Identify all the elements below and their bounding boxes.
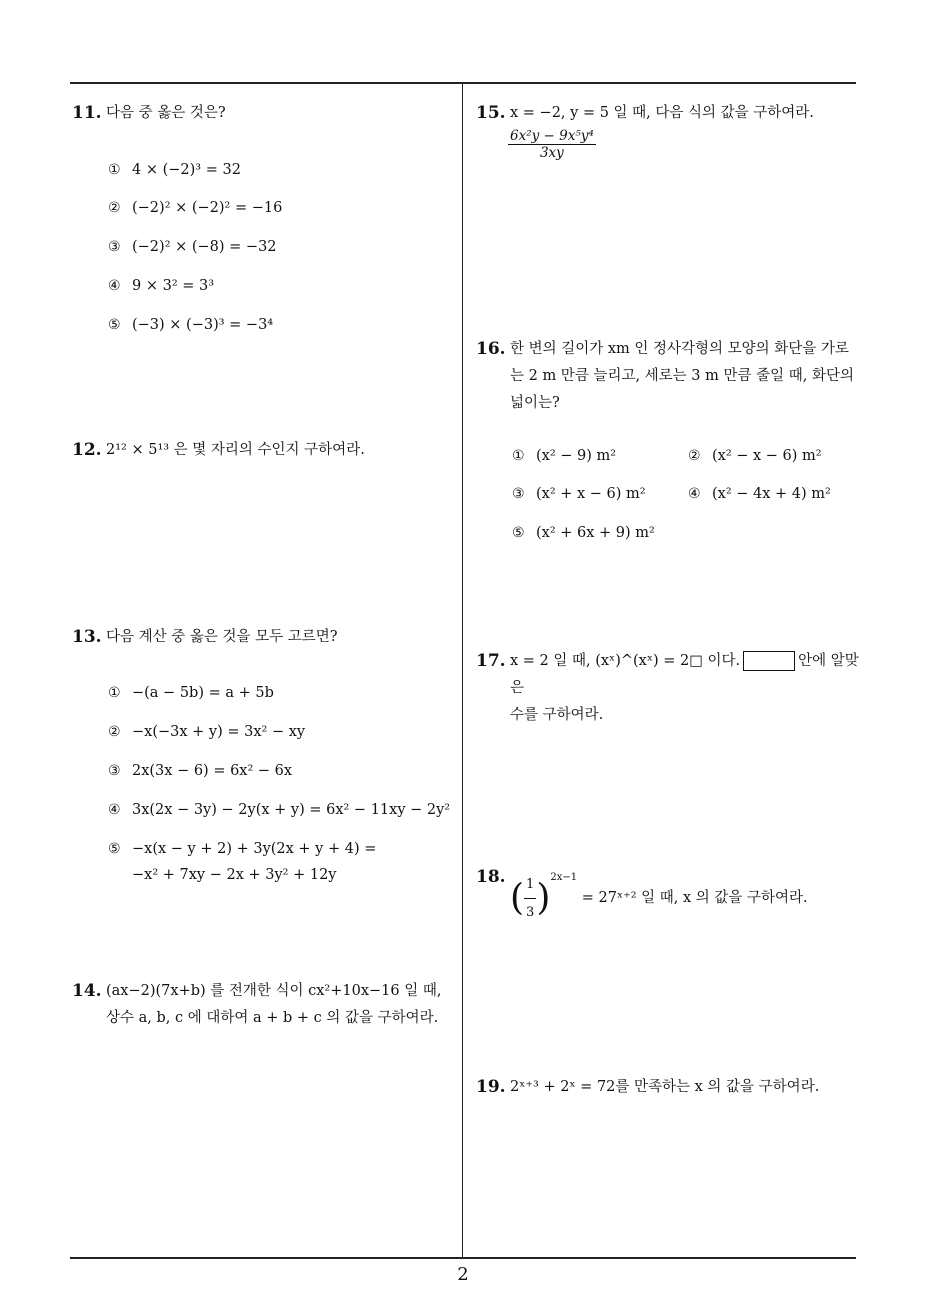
question-text-line1: x = 2 일 때, (xˣ)^(xˣ) = 2□ 이다. 안에 알맞은 — [510, 653, 859, 696]
option-16-1[interactable]: ① (x² − 9) m² — [512, 448, 617, 464]
option-13-5-continued: −x² + 7xy − 2x + 3y² + 12y — [132, 867, 337, 883]
question-text: 다음 계산 중 옳은 것을 모두 고르면? — [106, 629, 338, 645]
page-number: 2 — [457, 1264, 469, 1285]
question-text-line2: 수를 구하여라. — [510, 707, 604, 723]
question-13 — [72, 624, 457, 651]
option-13-1[interactable]: ① −(a − 5b) = a + 5b — [108, 685, 274, 701]
question-number: 19. — [476, 1077, 506, 1097]
question-number: 14. — [72, 981, 102, 1001]
question-text-line1: (ax−2)(7x+b) 를 전개한 식이 cx²+10x−16 일 때, — [106, 983, 442, 999]
question-text-line3: 넓이는? — [510, 395, 560, 411]
fraction-denominator: 3 — [526, 904, 535, 920]
question-number: 18. — [476, 867, 506, 887]
question-text-line1: 한 변의 길이가 xm 인 정사각형의 모양의 화단을 가로 — [510, 341, 849, 357]
question-text-line2: 는 2 m 만큼 늘리고, 세로는 3 m 만큼 줄일 때, 화단의 — [510, 368, 854, 384]
option-16-3[interactable]: ③ (x² + x − 6) m² — [512, 486, 646, 502]
option-11-4[interactable]: ④ 9 × 3² = 3³ — [108, 278, 215, 294]
option-11-5[interactable]: ⑤ (−3) × (−3)³ = −3⁴ — [108, 317, 274, 333]
question-number: 11. — [72, 103, 102, 123]
question-text: 2ˣ⁺³ + 2ˣ = 72를 만족하는 x 의 값을 구하여라. — [510, 1079, 820, 1095]
option-13-3[interactable]: ③ 2x(3x − 6) = 6x² − 6x — [108, 763, 293, 779]
option-16-2[interactable]: ② (x² − x − 6) m² — [688, 448, 822, 464]
option-16-5[interactable]: ⑤ (x² + 6x + 9) m² — [512, 525, 655, 541]
fraction-numerator: 1 — [524, 871, 536, 899]
exponent: 2x−1 — [550, 872, 578, 883]
option-16-4[interactable]: ④ (x² − 4x + 4) m² — [688, 486, 831, 502]
question-17 — [476, 648, 866, 729]
question-18 — [476, 864, 866, 926]
option-13-4[interactable]: ④ 3x(2x − 3y) − 2y(x + y) = 6x² − 11xy − 2y² — [108, 802, 451, 818]
fraction-denominator: 3xy — [539, 145, 564, 161]
fraction-numerator: 6x²y − 9x⁵y⁴ — [510, 128, 594, 144]
option-11-3[interactable]: ③ (−2)² × (−8) = −32 — [108, 239, 277, 255]
column-divider — [462, 82, 463, 1258]
question-text: 다음 중 옳은 것은? — [106, 105, 226, 121]
option-13-5[interactable]: ⑤ −x(x − y + 2) + 3y(2x + y + 4) = — [108, 841, 377, 857]
expression-fraction — [508, 128, 596, 161]
question-12 — [72, 437, 457, 464]
option-11-1[interactable]: ① 4 × (−2)³ = 32 — [108, 162, 241, 178]
option-13-2[interactable]: ② −x(−3x + y) = 3x² − xy — [108, 724, 306, 740]
question-15 — [476, 100, 861, 127]
question-text: 2¹² × 5¹³ 은 몇 자리의 수인지 구하여라. — [106, 442, 365, 458]
bottom-rule — [70, 1257, 856, 1259]
question-number: 12. — [72, 440, 102, 460]
answer-blank-box — [743, 651, 795, 671]
question-expression: ( $\frac{1}{3}$ )$^{2x-1}$ = 27ˣ⁺² 일 때, x 의 값을 구하여라. — [510, 864, 866, 926]
question-text: x = −2, y = 5 일 때, 다음 식의 값을 구하여라. — [510, 105, 814, 121]
question-14 — [72, 978, 462, 1032]
question-text: = 27ˣ⁺² 일 때, x 의 값을 구하여라. — [581, 890, 808, 906]
question-number: 15. — [476, 103, 506, 123]
question-11 — [72, 100, 457, 127]
option-11-2[interactable]: ② (−2)² × (−2)² = −16 — [108, 200, 283, 216]
question-16 — [476, 336, 866, 417]
question-number: 16. — [476, 339, 506, 359]
question-number: 17. — [476, 651, 506, 671]
question-text-line2: 상수 a, b, c 에 대하여 a + b + c 의 값을 구하여라. — [106, 1010, 439, 1026]
question-19 — [476, 1074, 866, 1101]
question-number: 13. — [72, 627, 102, 647]
